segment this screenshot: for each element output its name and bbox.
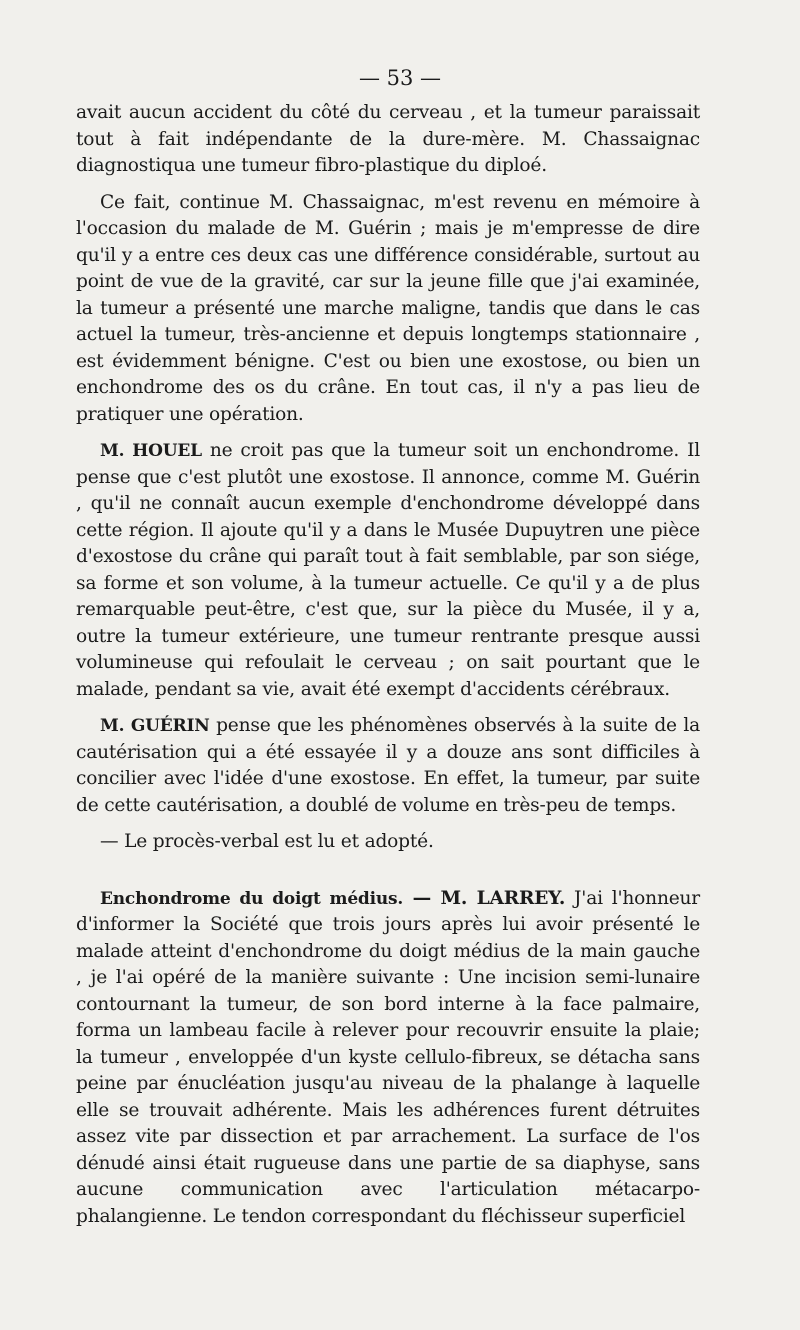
section-title: Enchondrome du doigt médius. — [100, 888, 404, 909]
paragraph-1: avait aucun accident du côté du cerveau , et la tumeur paraissait tout à fait indépendante de la dure-mère. M. Chassaignac diagnostiqua une tumeur fibro-plastique du diploé. — [76, 102, 700, 176]
section-speaker-larrey: — M. LARREY. — [403, 887, 566, 909]
speaker-houel: M. HOUEL — [100, 441, 202, 461]
paragraph-houel — [76, 438, 700, 703]
houel-text: ne croit pas que la tumeur soit un enchondrome. Il pense que c'est plutôt une exostose. Il annonce, comme M. Guérin , qu'il ne connaît aucun exemple d'enchondrome développé dans cette région. Il ajoute qu'il y a dans le Musée Dupuytren une pièce d'exostose du crâne qui paraît tout à fait semblable, par son siége, sa forme et son volume, à la tumeur actuelle. Ce qu'il y a de plus remarquable peut-être, c'est que, sur la pièce du Musée, il y a, outre la tumeur extérieure, une tumeur rentrante presque aussi volumineuse qui refoulait le cerveau ; on sait pourtant que le malade, pendant sa vie, avait été exempt d'accidents cérébraux. — [76, 440, 700, 700]
guerin-text: pense que les phénomènes observés à la suite de la cautérisation qui a été essayée il y a douze ans sont difficiles à concilier avec l'idée d'une exostose. En effet, la tumeur, par suite de cette cautérisation, a doublé de volume en très-peu de temps. — [76, 715, 700, 816]
paragraph-enchondrome — [76, 886, 700, 1231]
page-number: — 53 — — [358, 66, 442, 90]
enchondrome-text: J'ai l'honneur d'informer la Société que trois jours après lui avoir présenté le malade atteint d'enchondrome du doigt médius de la main gauche , je l'ai opéré de la manière suivante : Une incision semi-lunaire contournant la tumeur, de son bord interne à la face palmaire, forma un lambeau facile à relever pour recouvrir ensuite la plaie; la tumeur , enveloppée d'un kyste cellulo-fibreux, se détacha sans peine par énucléation jusqu'au niveau de la phalange à laquelle elle se trouvait adhérente. Mais les adhérences furent détruites assez vite par dissection et par arrachement. La surface de l'os dénudé ainsi était rugueuse dans une partie de sa diaphyse, sans aucune communication avec l'articulation métacarpo-phalangienne. Le tendon correspondant du fléchisseur superficiel — [76, 887, 700, 1227]
paragraph-proces-verbal: — Le procès-verbal est lu et adopté. — [100, 831, 434, 852]
paragraph-guerin — [76, 713, 700, 819]
paragraph-2: Ce fait, continue M. Chassaignac, m'est revenu en mémoire à l'occasion du malade de M. Guérin ; mais je m'empresse de dire qu'il y a entre ces deux cas une différence considérable, surtout au point de vue de la gravité, car sur la jeune fille que j'ai examinée, la tumeur a présenté une marche maligne, tandis que dans le cas actuel la tumeur, très-ancienne et depuis longtemps stationnaire , est évidemment bénigne. C'est ou bien une exostose, ou bien un enchondrome des os du crâne. En tout cas, il n'y a pas lieu de pratiquer une opération. — [76, 191, 700, 425]
page-body — [76, 100, 700, 1230]
speaker-guerin: M. GUÉRIN — [100, 716, 210, 736]
